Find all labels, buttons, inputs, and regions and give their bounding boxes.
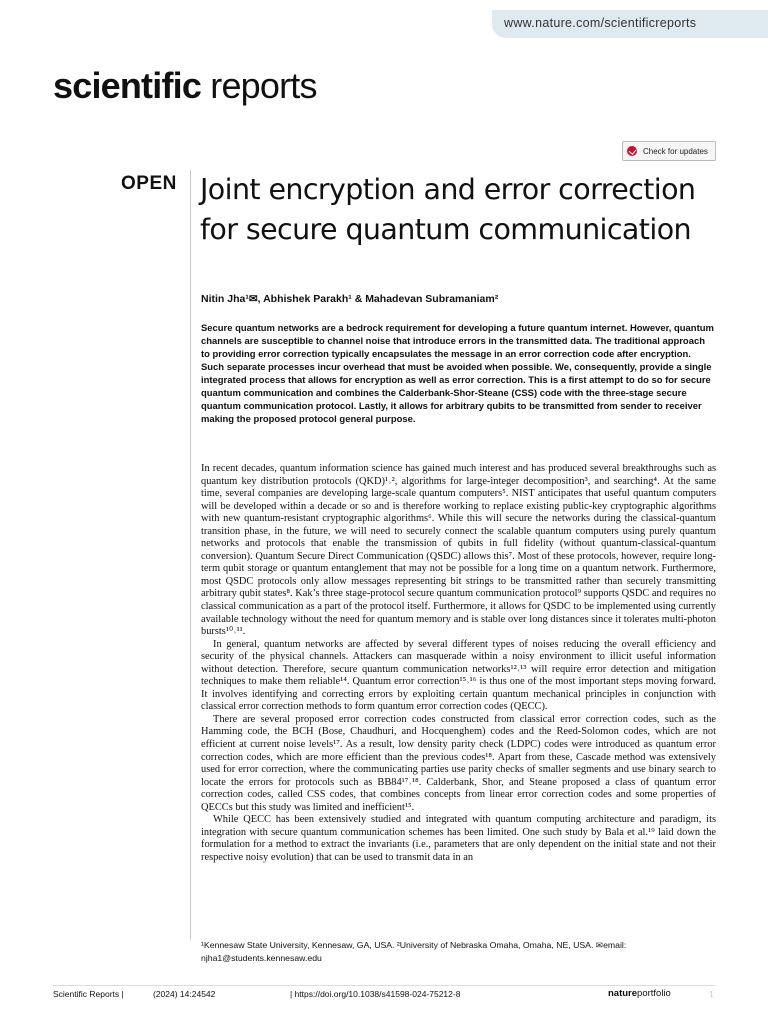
body-paragraph: There are several proposed error correction codes constructed from classical error correction codes, such as the Hamming code, the BCH (Bose, Chaudhuri, and Hocquenghem) codes and the Reed-Solomon codes, which are not efficient at current noise levels¹⁷. As a result, low density parity check (LDPC) codes were introduced as quantum error correction codes, which are more efficient than the previous codes¹⁸. Apart from these, Cascade method was extensively used for error correction, where the communicating parties use parity checks of smaller segments and use binary search to locate the errors for protocols such as BB84¹⁷˒¹⁸. Calderbank, Shor, and Steane proposed a class of quantum error correction codes, called CSS codes, that combines concepts from linear error correction codes and some properties of QECCs but this study was limited and inefficient¹⁵.	[201, 713, 716, 813]
open-access-label: OPEN	[121, 173, 177, 194]
footer-doi-link[interactable]: | https://doi.org/10.1038/s41598-024-75212-8	[290, 989, 461, 999]
body-text	[201, 463, 716, 865]
check-for-updates-button[interactable]	[622, 141, 716, 161]
affiliations-line: ¹Kennesaw State University, Kennesaw, GA, USA. ²University of Nebraska Omaha, Omaha, NE, USA. ✉email:	[201, 940, 627, 950]
journal-masthead	[53, 66, 317, 106]
author-list[interactable]: Nitin Jha¹✉, Abhishek Parakh¹ & Mahadevan Subramaniam²	[201, 293, 499, 305]
article-title: Joint encryption and error correction for secure quantum communication	[200, 173, 696, 246]
affiliations	[201, 939, 716, 965]
masthead-light: reports	[210, 65, 317, 106]
abstract: Secure quantum networks are a bedrock requirement for developing a future quantum internet. However, quantum channels are susceptible to channel noise that introduce errors in the transmitted data. The traditional approach to providing error correction typically encapsulates the message in an error correction code after encryption. Such separate processes incur overhead that must be avoided when possible. We, consequently, provide a single integrated process that allows for encryption as well as error correction. This is a first attempt to do so for secure quantum communication and combines the Calderbank-Shor-Steane (CSS) code with the three-stage secure quantum communication protocol. Lastly, it allows for arbitrary qubits to be transmitted from sender to receiver making the proposed protocol general purpose.	[201, 323, 714, 425]
page-footer	[53, 989, 716, 1003]
page-number: 1	[709, 989, 714, 999]
footer-citation: (2024) 14:24542	[153, 989, 216, 999]
masthead-bold: scientific	[53, 65, 202, 106]
nature-portfolio-logo	[608, 988, 671, 999]
footer-rule	[53, 985, 715, 986]
corresponding-email[interactable]: njha1@students.kennesaw.edu	[201, 953, 322, 963]
body-paragraph: In general, quantum networks are affected by several different types of noises reducing the overall efficiency and security of the physical channels. Attackers can masquerade within a noisy environment to illicit useful information without detection. Therefore, secure quantum communication networks¹²˒¹³ will require error detection and mitigation techniques to make them reliable¹⁴. Quantum error correction¹⁵˒¹⁶ is thus one of the most important steps moving forward. It involves identifying and correcting errors by exploiting certain quantum mechanical principles in conjunction with classical error correction methods to form quantum error correction codes (QECC).	[201, 638, 716, 713]
body-paragraph: In recent decades, quantum information science has gained much interest and has produced several breakthroughs such as quantum key distribution protocols (QKD)¹˒², algorithms for large-integer decomposition³, and searching⁴. At the same time, several companies are developing large-scale quantum computers⁵. NIST anticipates that useful quantum computers will be developed within a decade or so and is therefore working to replace existing public-key cryptographic algorithms with new quantum-resistant cryptographic algorithms⁶. While this will secure the networks during the classical-quantum transition phase, in the future, we will need to securely connect the scalable quantum computers using purely quantum networks and protocols that enable the transmission of qubits in full fidelity (without quantum-classical-quantum conversion). Quantum Secure Direct Communication (QSDC) allows this⁷. Most of these protocols, however, require long-term qubit storage or quantum entanglement that may not be possible for a long time on a quantum network. Furthermore, most QSDC protocols only allow messages representing bit strings to be transmitted rather than securely transmitting arbitrary qubit states⁸. Kak’s three stage-protocol secure quantum communication protocol⁹ supports QSDC and requires no classical communication as a part of the protocol itself. Furthermore, it allows for QSDC to be implemented using currently available technology without the need for quantum memory and is stable over long distances since it tolerates multi-photon bursts¹⁰˒¹¹.	[201, 463, 716, 638]
check-updates-icon	[627, 146, 637, 156]
body-paragraph: While QECC has been extensively studied and integrated with quantum computing architecture and paradigm, its integration with secure quantum communication schemes has been limited. One such study by Bala et al.¹⁹ laid down the formulation for a method to extract the invariants (i.e., parameters that are only dependent on the initial state and not their respective noisy evolution) that can be used to transmit data in an	[201, 814, 716, 863]
journal-url-tab[interactable]	[492, 10, 768, 38]
brand-bold: nature	[608, 988, 638, 999]
footer-journal: Scientific Reports |	[53, 989, 124, 999]
margin-divider	[190, 170, 191, 940]
journal-url[interactable]: www.nature.com/scientificreports	[504, 16, 697, 30]
check-updates-label: Check for updates	[643, 146, 708, 156]
brand-light: portfolio	[637, 988, 671, 999]
